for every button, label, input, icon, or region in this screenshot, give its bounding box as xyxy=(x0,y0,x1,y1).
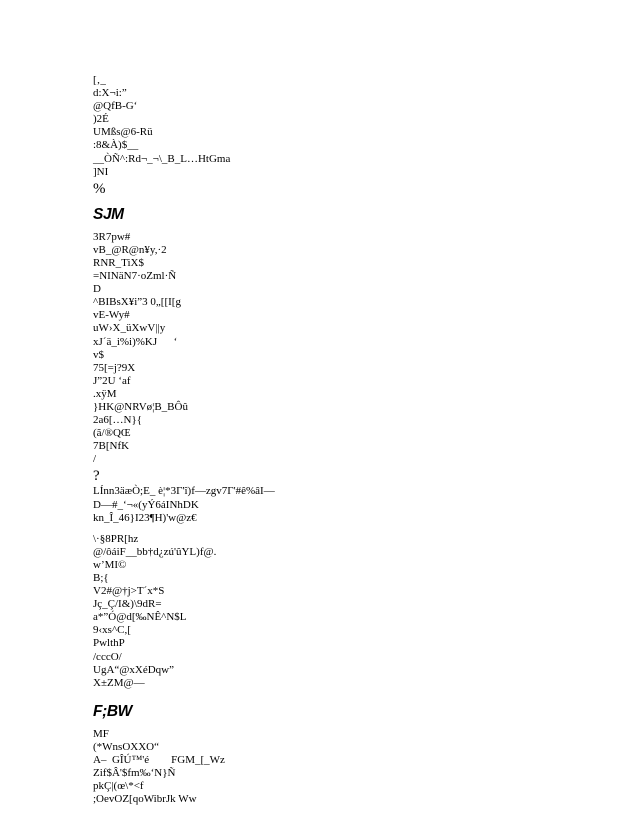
section-fbw xyxy=(93,702,593,807)
text-line: pkÇ|(œ\*<f xyxy=(93,780,144,793)
text-line: )2É xyxy=(93,113,109,126)
text-line: D—#_‘¬«(yÝ6áINhDK xyxy=(93,498,199,511)
text-line: PwlthP xyxy=(93,637,125,650)
section-heading: SJM xyxy=(93,205,124,223)
text-line: ]NI xyxy=(93,165,109,178)
text-line: :8&À)$__ xyxy=(93,139,139,152)
text-line: 2a6[…N}{ xyxy=(93,414,143,427)
text-line: }HK@NRVø¦B_BÔû xyxy=(93,400,188,413)
text-line: ;OevOZ[qoWibrJk Ww xyxy=(93,793,197,806)
text-line: kn_Î_46}I23¶H)'w@z€ xyxy=(93,511,197,524)
text-line: 75[=j?9X xyxy=(93,361,136,374)
symbol-line: % xyxy=(93,180,106,197)
text-line: @QfB-G‘ xyxy=(93,100,138,113)
text-line: ^BIBsX¥i”3 0„[[I[g xyxy=(93,296,181,309)
text-line: 7B[NfK xyxy=(93,440,130,453)
text-line: vE-Wy# xyxy=(93,309,130,322)
text-line: MF xyxy=(93,727,109,740)
section-intro xyxy=(93,74,593,198)
text-line: uW›X_üXwV||y xyxy=(93,322,166,335)
paragraph-gap xyxy=(93,525,593,533)
text-line: .xÿM xyxy=(93,387,117,400)
text-line: vB_@R@n¥y,·2 xyxy=(93,243,167,256)
text-line: LÍnn3äæÒ;E_ è¦*3Γ'î)f—zgv7Γ'#ê%âI— xyxy=(93,485,275,498)
text-line: X±ZM@— xyxy=(93,676,145,689)
text-line: / xyxy=(93,453,97,466)
text-line: UMßs@6-Rü xyxy=(93,126,153,139)
symbol-line: ? xyxy=(93,468,100,485)
text-line: xJ´ä_i%i)%KJ ‘ xyxy=(93,335,178,348)
text-line: @/ôáiF__bb†d¿zú'ûYL)f@. xyxy=(93,545,217,558)
text-line: __ÒÑ^:Rd¬_¬\_B_L…HtGma xyxy=(93,152,231,165)
text-line: J”2U ‘af xyxy=(93,374,131,387)
section-sjm xyxy=(93,205,593,690)
text-line: B;{ xyxy=(93,572,109,584)
text-line: Zif$Â'$fm‰‘N}Ñ xyxy=(93,767,176,780)
text-line: UgA“@xXéDqw” xyxy=(93,663,174,676)
section-heading: F;BW xyxy=(93,702,132,720)
text-line: 3R7pw# xyxy=(93,230,131,243)
text-line: RNR_TiX$ xyxy=(93,256,144,269)
text-line: \·§8PR[hz xyxy=(93,532,139,545)
document-page xyxy=(93,74,593,806)
text-line: d:X¬i:” xyxy=(93,87,127,100)
text-line: 9‹xs^C,[ xyxy=(93,624,131,637)
text-line: D xyxy=(93,283,101,296)
text-line: a*”Ó@d[‰NÊ^N$L xyxy=(93,611,187,624)
text-line: =NINäN7·oZml·Ñ xyxy=(93,270,177,283)
text-line: v$ xyxy=(93,348,104,361)
text-line: V2#@†j>T´x*S xyxy=(93,585,165,598)
text-line: (*WnsOXXO“ xyxy=(93,740,159,753)
text-line: (ã/®QŒ xyxy=(93,427,131,440)
text-line: [‚_ xyxy=(93,74,106,86)
text-line: /cccO/ xyxy=(93,650,122,663)
text-line: A– GÎÚ™'é FGM_[_Wz xyxy=(93,754,225,767)
text-line: w’MI© xyxy=(93,558,127,571)
text-line: Jç_Ç/I&)\9dR= xyxy=(93,598,162,611)
